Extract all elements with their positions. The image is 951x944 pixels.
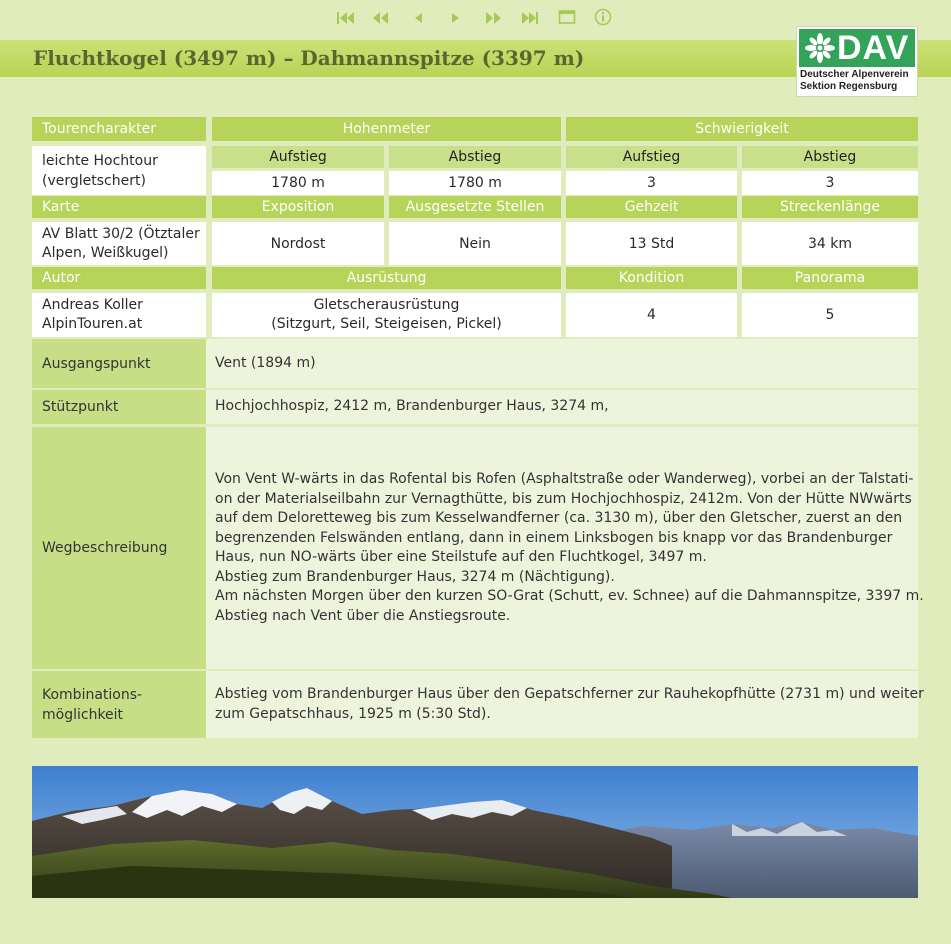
header-karte: Karte (32, 196, 206, 218)
header-kondition: Kondition (566, 267, 737, 289)
info-icon[interactable] (590, 8, 616, 32)
wegbeschreibung-line: auf dem Deloretteweg bis zum Kesselwandferner (ca. 3130 m), über den Gletscher, zuerst an den (215, 510, 903, 526)
ausgangspunkt-label: Ausgangspunkt (32, 339, 206, 388)
rewind-icon[interactable] (368, 8, 394, 32)
stuetzpunkt-label: Stützpunkt (32, 390, 206, 424)
header-schwierigkeit: Schwierigkeit (566, 117, 918, 141)
logo-text: DAV (837, 29, 910, 67)
header-tourencharakter: Tourencharakter (32, 117, 206, 141)
kondition-value: 4 (566, 293, 737, 337)
stuetzpunkt-value: Hochjochhospiz, 2412 m, Brandenburger Haus, 3274 m, (206, 390, 918, 424)
last-page-icon[interactable] (517, 8, 543, 32)
schwierigkeit-abstieg-label: Abstieg (742, 146, 918, 168)
logo-line-1: Deutscher Alpenverein (800, 69, 909, 80)
wegbeschreibung-line: Haus, nun NO-wärts über eine Steilstufe auf den Fluchtkogel, 3497 m. (215, 549, 707, 565)
header-ausgesetzte-stellen: Ausgesetzte Stellen (389, 196, 561, 218)
first-page-icon[interactable] (333, 8, 359, 32)
autor-source: AlpinTouren.at (42, 316, 143, 332)
header-streckenlaenge: Streckenlänge (742, 196, 918, 218)
wegbeschreibung-line: Abstieg nach Vent über die Anstiegsroute. (215, 607, 511, 624)
previous-icon[interactable] (405, 8, 431, 32)
karte-value: AV Blatt 30/2 (Ötztaler Alpen, Weißkugel) (32, 222, 206, 265)
kombination-line-1: Abstieg vom Brandenburger Haus über den Gepatschferner zur Rauhekopfhütte (2731 m) und weiter (215, 686, 924, 702)
next-icon[interactable] (443, 8, 469, 32)
header-panorama: Panorama (742, 267, 918, 289)
autor-value (32, 293, 206, 337)
kombination-label-line-2: möglichkeit (42, 706, 124, 723)
header-ausruestung: Ausrüstung (212, 267, 561, 289)
header-exposition: Exposition (212, 196, 384, 218)
wegbeschreibung-line: Von Vent W-wärts in das Rofental bis Rofen (Asphaltstraße oder Wanderweg), vorbei an der Talstati- (215, 471, 914, 487)
schwierigkeit-abstieg-value: 3 (742, 171, 918, 195)
wegbeschreibung-text (215, 470, 924, 626)
panorama-photo (32, 766, 918, 898)
fast-forward-icon[interactable] (480, 8, 506, 32)
ausgesetzte-stellen-value: Nein (389, 222, 561, 265)
page-title: Fluchtkogel (3497 m) – Dahmannspitze (3397 m) (33, 46, 585, 70)
header-autor: Autor (32, 267, 206, 289)
hohenmeter-aufstieg-value: 1780 m (212, 171, 384, 195)
ausruestung-line-2: (Sitzgurt, Seil, Steigeisen, Pickel) (271, 316, 502, 332)
hohenmeter-abstieg-label: Abstieg (389, 146, 561, 168)
header-hohenmeter: Hohenmeter (212, 117, 561, 141)
kombination-label-line-1: Kombinations- (42, 686, 143, 703)
autor-name: Andreas Koller (42, 297, 143, 313)
exposition-value: Nordost (212, 222, 384, 265)
wegbeschreibung-line: Abstieg zum Brandenburger Haus, 3274 m (Nächtigung). (215, 568, 615, 585)
logo-banner (799, 29, 915, 67)
schwierigkeit-aufstieg-value: 3 (566, 171, 737, 195)
wegbeschreibung-line: on der Materialseilbahn zur Vernagthütte, bis zum Hochjochhospiz, 2412m. Von der Hütte NWwärts (215, 490, 912, 507)
edelweiss-icon (803, 30, 837, 66)
kombination-line-2: zum Gepatschhaus, 1925 m (5:30 Std). (215, 705, 491, 722)
hohenmeter-aufstieg-label: Aufstieg (212, 146, 384, 168)
wegbeschreibung-line: begrenzenden Felswänden entlang, dann in einem Linksbogen bis knapp vor das Brandenburger (215, 529, 893, 546)
logo-subtitle (800, 69, 916, 93)
kombination-label (32, 671, 206, 738)
header-gehzeit: Gehzeit (566, 196, 737, 218)
window-icon[interactable] (554, 8, 580, 32)
wegbeschreibung-value (206, 427, 924, 669)
streckenlaenge-value: 34 km (742, 222, 918, 265)
schwierigkeit-aufstieg-label: Aufstieg (566, 146, 737, 168)
wegbeschreibung-label: Wegbeschreibung (32, 427, 206, 669)
logo-line-2: Sektion Regensburg (800, 81, 898, 92)
dav-logo (796, 26, 918, 97)
ausruestung-value (212, 293, 561, 337)
kombination-value (206, 671, 924, 738)
panorama-value: 5 (742, 293, 918, 337)
hohenmeter-abstieg-value: 1780 m (389, 171, 561, 195)
wegbeschreibung-line: Am nächsten Morgen über den kurzen SO-Grat (Schutt, ev. Schnee) auf die Dahmannspitze, 3397 m. (215, 588, 924, 604)
tourencharakter-value: leichte Hochtour (vergletschert) (32, 146, 206, 195)
ausgangspunkt-value: Vent (1894 m) (206, 339, 918, 388)
gehzeit-value: 13 Std (566, 222, 737, 265)
ausruestung-line-1: Gletscherausrüstung (313, 297, 460, 313)
